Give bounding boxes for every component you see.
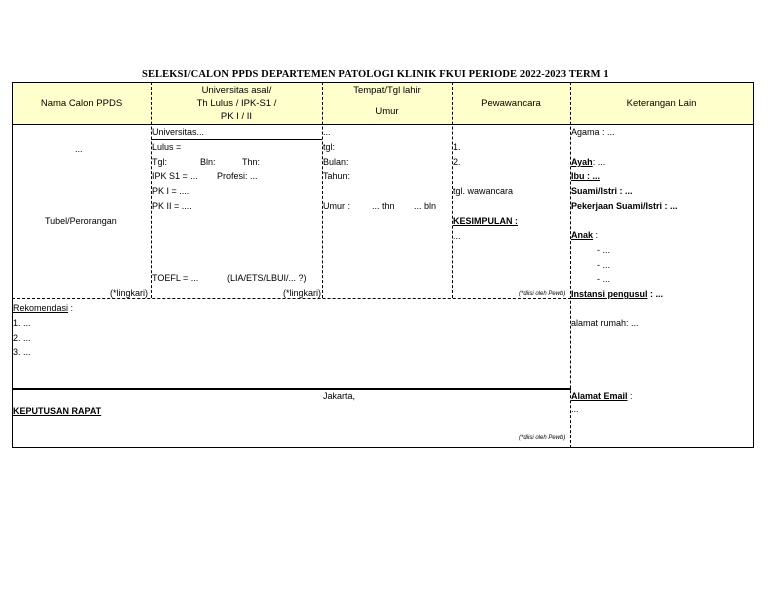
tempat-lahir-value: ...	[323, 127, 331, 137]
instansi-label: Instansi pengusul	[571, 289, 648, 299]
lahir-bulan-field: Bulan:	[323, 157, 349, 167]
universitas-field: Universitas...	[152, 127, 205, 137]
rekomendasi-item-1: 1. ...	[13, 318, 31, 328]
rekomendasi-item-2: 2. ...	[13, 333, 31, 343]
umur-thn-field: ... thn	[372, 201, 395, 211]
header-nama-calon: Nama Calon PPDS	[40, 98, 123, 109]
toefl-field: TOEFL = ...	[152, 273, 199, 283]
lulus-tgl-field: Tgl:	[152, 157, 168, 167]
instansi-pengusul-field	[571, 289, 663, 300]
agama-field: Agama : ...	[571, 127, 615, 137]
header-universitas-line2: Th Lulus / IPK-S1 /	[196, 98, 277, 109]
anak-item-2: - ...	[597, 260, 610, 270]
tubel-perorangan: Tubel/Perorangan	[45, 216, 117, 226]
header-tempat-tgl-lahir: Tempat/Tgl lahir	[353, 85, 421, 96]
rekomendasi-field	[13, 303, 73, 314]
keputusan-rapat-label: KEPUTUSAN RAPAT	[13, 406, 102, 416]
anak-label: Anak	[571, 230, 594, 240]
anak-item-3: - ...	[597, 274, 610, 284]
header-universitas-line1: Universitas asal/	[201, 85, 272, 96]
diisi-oleh-note-top: (*diisi oleh Pewb)	[519, 291, 566, 297]
kesimpulan-value: ...	[453, 231, 461, 241]
pk2-field: PK II = ....	[152, 201, 192, 211]
lingkari-note-col2: (*lingkari)	[283, 288, 322, 298]
universitas-underline	[151, 139, 322, 140]
header-umur: Umur	[375, 106, 399, 117]
lulus-bln-field: Bln:	[200, 157, 216, 167]
kesimpulan-label: KESIMPULAN :	[453, 216, 518, 226]
alamat-email-value: ...	[571, 404, 579, 414]
header-universitas-line3: PK I / II	[220, 111, 253, 122]
diisi-oleh-note-bottom: (*diisi oleh Pewb)	[519, 435, 566, 441]
lulus-thn-field: Thn:	[242, 157, 261, 167]
header-pewawancara: Pewawancara	[481, 98, 541, 109]
header-bottom-border	[12, 124, 754, 125]
umur-field: Umur :	[323, 201, 350, 211]
ibu-label: Ibu	[571, 171, 585, 181]
ayah-label: Ayah	[571, 157, 593, 167]
pk1-field: PK I = ....	[152, 186, 190, 196]
rekomendasi-colon: :	[68, 303, 74, 313]
tgl-wawancara-field: tgl. wawancara	[453, 186, 514, 196]
lingkari-note-col1: (*lingkari)	[110, 288, 149, 298]
table-top-border	[12, 82, 754, 83]
table-bottom-border	[12, 447, 754, 448]
jakarta-date-field: Jakarta,	[323, 391, 356, 401]
alamat-email-colon: :	[627, 391, 633, 401]
instansi-value: : ...	[647, 289, 664, 299]
ibu-field	[571, 171, 600, 182]
profesi-field: Profesi: ...	[217, 171, 258, 181]
alamat-rumah-field: alamat rumah: ...	[571, 318, 639, 328]
nama-calon-value: ...	[75, 144, 83, 154]
ipk-s1-field: IPK S1 = ...	[152, 171, 198, 181]
ayah-field	[571, 157, 605, 168]
anak-item-1: - ...	[597, 245, 610, 255]
keputusan-divider	[12, 388, 571, 390]
alamat-email-field	[571, 391, 633, 402]
lahir-tgl-field: tgl:	[323, 142, 336, 152]
alamat-email-label: Alamat Email	[571, 391, 628, 401]
pekerjaan-suami-istri-field: Pekerjaan Suami/Istri : ...	[571, 201, 678, 211]
lulus-field: Lulus =	[152, 142, 182, 152]
anak-field	[571, 230, 598, 241]
rekomendasi-label: Rekomendasi	[13, 303, 69, 313]
ayah-value: : ...	[592, 157, 606, 167]
header-keterangan-lain: Keterangan Lain	[626, 98, 697, 109]
table-right-border	[753, 82, 754, 448]
toefl-type-field: (LIA/ETS/LBUI/... ?)	[227, 273, 307, 283]
pewawancara-1: 1.	[453, 142, 461, 152]
table-left-border	[12, 82, 13, 448]
ibu-value: : ...	[584, 171, 600, 181]
suami-istri-field: Suami/Istri : ...	[571, 186, 633, 196]
rekomendasi-item-3: 3. ...	[13, 347, 31, 357]
lahir-tahun-field: Tahun:	[323, 171, 351, 181]
umur-bln-field: ... bln	[414, 201, 437, 211]
pewawancara-2: 2.	[453, 157, 461, 167]
page-title: SELEKSI/CALON PPDS DEPARTEMEN PATOLOGI KLINIK FKUI PERIODE 2022-2023 TERM 1	[142, 69, 609, 80]
anak-value: :	[593, 230, 599, 240]
